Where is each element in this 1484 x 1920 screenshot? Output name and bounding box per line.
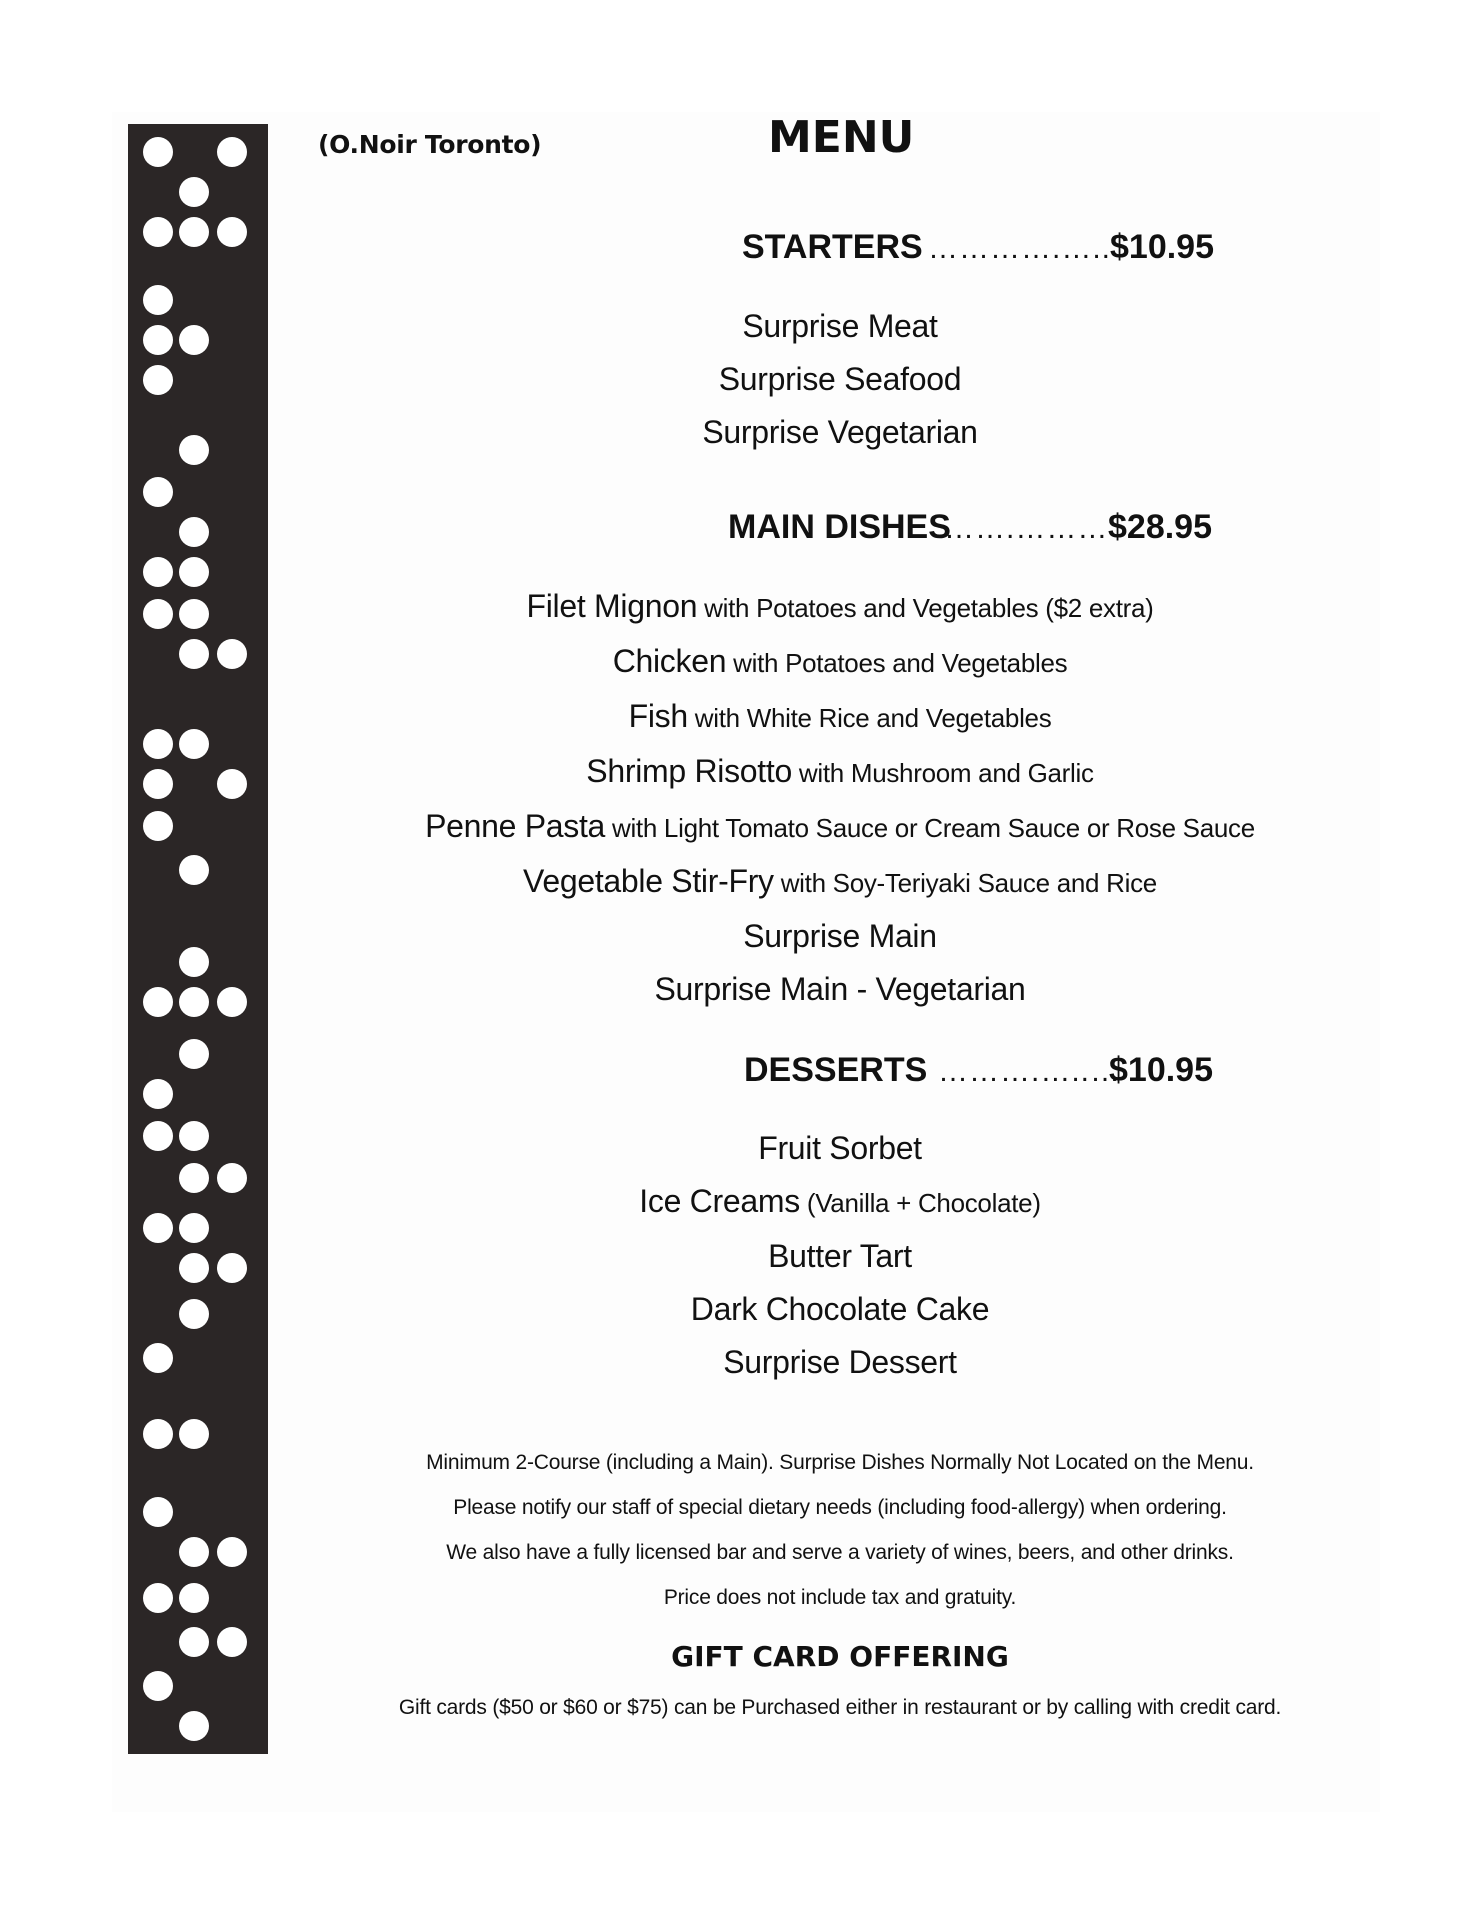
menu-item (300, 800, 1380, 855)
item-description: with Light Tomato Sauce or Cream Sauce or Rose Sauce (605, 813, 1255, 843)
mains-list (300, 580, 1380, 1016)
menu-item (300, 1175, 1380, 1230)
braille-dot (179, 855, 209, 885)
braille-dot (217, 1537, 247, 1567)
braille-decoration-strip (128, 124, 268, 1754)
item-name: Fruit Sorbet (758, 1130, 922, 1166)
note-line: Price does not include tax and gratuity. (663, 1586, 1017, 1609)
item-description: with Potatoes and Vegetables (726, 648, 1068, 678)
item-name: Fish (628, 698, 688, 734)
braille-dot (179, 1299, 209, 1329)
braille-dot (143, 477, 173, 507)
section-name: MAIN DISHES (728, 508, 951, 546)
menu-item (300, 910, 1380, 963)
braille-dot (179, 1213, 209, 1243)
braille-dot (143, 217, 173, 247)
braille-dot (143, 1671, 173, 1701)
item-description: with Mushroom and Garlic (791, 758, 1094, 788)
braille-dots-graphic (128, 124, 268, 1754)
menu-item (300, 353, 1380, 406)
braille-dot (179, 1537, 209, 1567)
braille-dot (217, 639, 247, 669)
braille-dot (143, 729, 173, 759)
braille-dot (217, 137, 247, 167)
menu-item (300, 745, 1380, 800)
braille-dot (179, 729, 209, 759)
section-name: DESSERTS (744, 1051, 928, 1089)
braille-dot (143, 1497, 173, 1527)
braille-dot (179, 1627, 209, 1657)
braille-dot (217, 1253, 247, 1283)
item-name: Butter Tart (768, 1238, 912, 1274)
braille-dot (179, 1121, 209, 1151)
menu-item (300, 635, 1380, 690)
braille-dot (179, 947, 209, 977)
section-name: STARTERS (742, 228, 923, 266)
braille-dot (179, 217, 209, 247)
item-name: Chicken (612, 643, 727, 679)
item-name: Surprise Dessert (723, 1344, 957, 1380)
menu-item (300, 406, 1380, 459)
item-name: Surprise Main (743, 918, 937, 954)
section-price: $10.95 (1109, 1051, 1213, 1089)
braille-dot (143, 285, 173, 315)
item-name: Surprise Vegetarian (702, 414, 978, 450)
braille-dot (143, 1121, 173, 1151)
braille-dot (143, 325, 173, 355)
item-name: Dark Chocolate Cake (690, 1291, 990, 1327)
braille-dot (143, 365, 173, 395)
menu-item (300, 300, 1380, 353)
gift-card-heading: GIFT CARD OFFERING (671, 1640, 1009, 1673)
braille-dot (143, 987, 173, 1017)
item-name: Ice Creams (639, 1183, 800, 1219)
item-description: with Potatoes and Vegetables ($2 extra) (697, 593, 1154, 623)
section-leader-dots: ……….…..… (938, 1055, 1122, 1088)
item-name: Surprise Main - Vegetarian (654, 971, 1026, 1007)
menu-item (300, 1122, 1380, 1175)
braille-dot (143, 1419, 173, 1449)
braille-dot (143, 769, 173, 799)
menu-item (300, 963, 1380, 1016)
item-description: with White Rice and Vegetables (687, 703, 1052, 733)
braille-dot (217, 217, 247, 247)
braille-dot (179, 177, 209, 207)
braille-dot (217, 987, 247, 1017)
note-line: Minimum 2-Course (including a Main). Surprise Dishes Normally Not Located on the Menu. (426, 1451, 1254, 1474)
menu-item (300, 1283, 1380, 1336)
braille-dot (179, 1253, 209, 1283)
menu-item (300, 580, 1380, 635)
braille-dot (179, 325, 209, 355)
braille-dot (179, 1711, 209, 1741)
braille-dot (143, 1079, 173, 1109)
item-description: (Vanilla + Chocolate) (799, 1188, 1041, 1218)
starters-list (300, 300, 1380, 459)
item-name: Filet Mignon (526, 588, 698, 624)
braille-dot (179, 1163, 209, 1193)
braille-dot (179, 517, 209, 547)
menu-item (300, 1230, 1380, 1283)
braille-dot (143, 1583, 173, 1613)
item-name: Vegetable Stir-Fry (523, 863, 774, 899)
section-leader-dots: ………….….. (928, 232, 1112, 265)
braille-dot (179, 599, 209, 629)
section-leader-dots: …….……… (944, 512, 1109, 545)
braille-dot (143, 599, 173, 629)
braille-dot (217, 1163, 247, 1193)
braille-dot (179, 557, 209, 587)
page-title: MENU (768, 112, 915, 163)
braille-dot (143, 1213, 173, 1243)
item-name: Shrimp Risotto (586, 753, 792, 789)
braille-dot (143, 1343, 173, 1373)
braille-dot (179, 1039, 209, 1069)
braille-dot (179, 435, 209, 465)
braille-dot (217, 1627, 247, 1657)
item-name: Surprise Seafood (718, 361, 962, 397)
braille-dot (143, 137, 173, 167)
item-description: with Soy-Teriyaki Sauce and Rice (773, 868, 1157, 898)
braille-dot (179, 639, 209, 669)
braille-dot (179, 987, 209, 1017)
section-price: $10.95 (1110, 228, 1214, 266)
menu-notes (300, 1440, 1380, 1620)
menu-item (300, 1336, 1380, 1389)
note-line: Please notify our staff of special dietary needs (including food-allergy) when ordering. (453, 1496, 1227, 1519)
restaurant-name: (O.Noir Toronto) (318, 130, 542, 159)
braille-dot (143, 811, 173, 841)
braille-dot (217, 769, 247, 799)
menu-item (300, 855, 1380, 910)
section-price: $28.95 (1108, 508, 1212, 546)
item-name: Surprise Meat (742, 308, 938, 344)
note-line: We also have a fully licensed bar and serve a variety of wines, beers, and other drinks. (446, 1541, 1234, 1564)
menu-item (300, 690, 1380, 745)
braille-dot (179, 1583, 209, 1613)
gift-card-text: Gift cards ($50 or $60 or $75) can be Purchased either in restaurant or by calling with credit card. (398, 1696, 1282, 1719)
braille-dot (143, 557, 173, 587)
desserts-list (300, 1122, 1380, 1389)
item-name: Penne Pasta (425, 808, 606, 844)
braille-dot (179, 1419, 209, 1449)
